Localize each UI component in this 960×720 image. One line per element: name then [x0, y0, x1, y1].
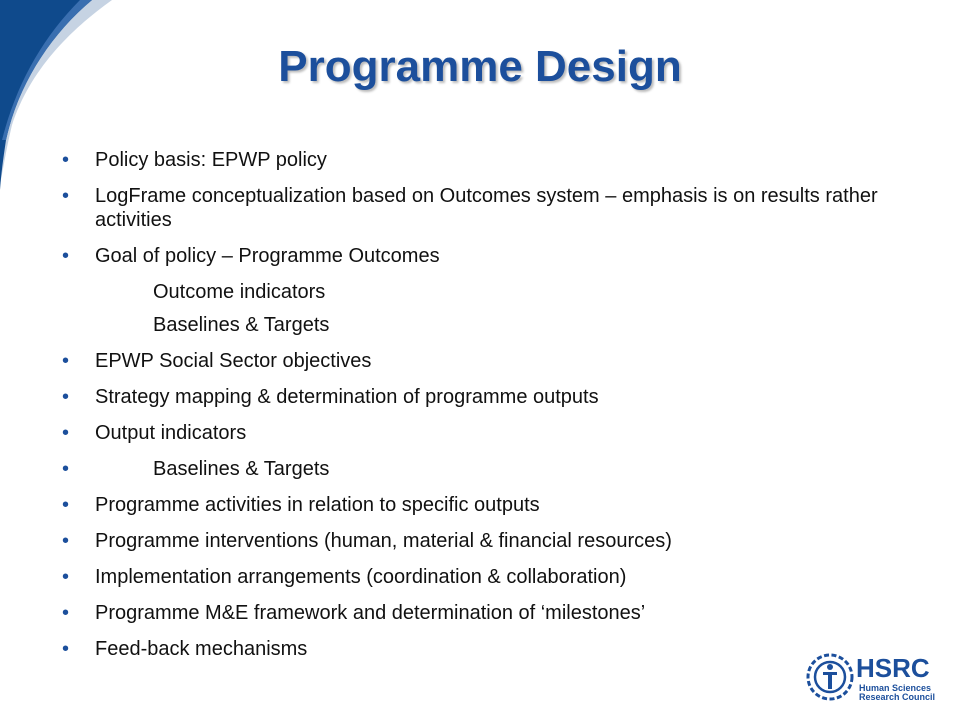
bullet-text: Programme activities in relation to specific outputs — [95, 494, 540, 516]
bullet-mark: • — [62, 602, 70, 624]
bullet-mark: • — [62, 494, 70, 516]
hsrc-emblem-icon — [806, 653, 854, 701]
bullet-text: Baselines & Targets — [153, 314, 330, 336]
bullet-text: Strategy mapping & determination of programme outputs — [95, 386, 599, 408]
logo-line: Human Sciences — [859, 683, 932, 693]
bullet-mark: • — [62, 458, 70, 480]
bullet-text: Policy basis: EPWP policy — [95, 149, 327, 171]
bullet-text: Programme M&E framework and determination of ‘milestones’ — [95, 602, 646, 624]
bullet-mark: • — [62, 245, 70, 267]
bullet-mark: • — [62, 566, 70, 588]
bullet-item — [60, 565, 910, 589]
bullet-item — [60, 601, 910, 625]
bullet-text: Implementation arrangements (coordination & collaboration) — [95, 566, 627, 588]
bullet-item — [60, 385, 910, 409]
bullet-mark: • — [62, 386, 70, 408]
hsrc-logo — [806, 651, 956, 711]
bullet-text: Outcome indicators — [153, 281, 326, 303]
bullet-text: LogFrame conceptualization based on Outcomes system – emphasis is on results rather activities — [95, 185, 878, 231]
logo-line: Research Council — [859, 692, 936, 702]
bullet-text: Goal of policy – Programme Outcomes — [95, 245, 440, 267]
slide-title: Programme Design — [278, 42, 682, 91]
bullet-text: EPWP Social Sector objectives — [95, 350, 372, 372]
bullet-item — [60, 637, 910, 661]
bullet-item — [60, 457, 910, 481]
bullet-text: Output indicators — [95, 422, 247, 444]
bullet-item — [60, 349, 910, 373]
bullet-list — [60, 148, 910, 673]
bullet-mark: • — [62, 350, 70, 372]
bullet-mark: • — [62, 422, 70, 444]
bullet-text: Feed-back mechanisms — [95, 638, 308, 660]
bullet-item — [60, 529, 910, 553]
sub-item — [60, 280, 910, 304]
bullet-mark: • — [62, 638, 70, 660]
logo-acronym: HSRC — [856, 653, 930, 683]
bullet-item — [60, 184, 910, 232]
bullet-mark: • — [62, 185, 70, 207]
bullet-text: Baselines & Targets — [153, 458, 330, 480]
bullet-item — [60, 148, 910, 172]
sub-item — [60, 313, 910, 337]
bullet-text: Programme interventions (human, material & financial resources) — [95, 530, 672, 552]
bullet-item — [60, 493, 910, 517]
bullet-mark: • — [62, 149, 70, 171]
bullet-item — [60, 244, 910, 268]
bullet-item — [60, 421, 910, 445]
bullet-mark: • — [62, 530, 70, 552]
